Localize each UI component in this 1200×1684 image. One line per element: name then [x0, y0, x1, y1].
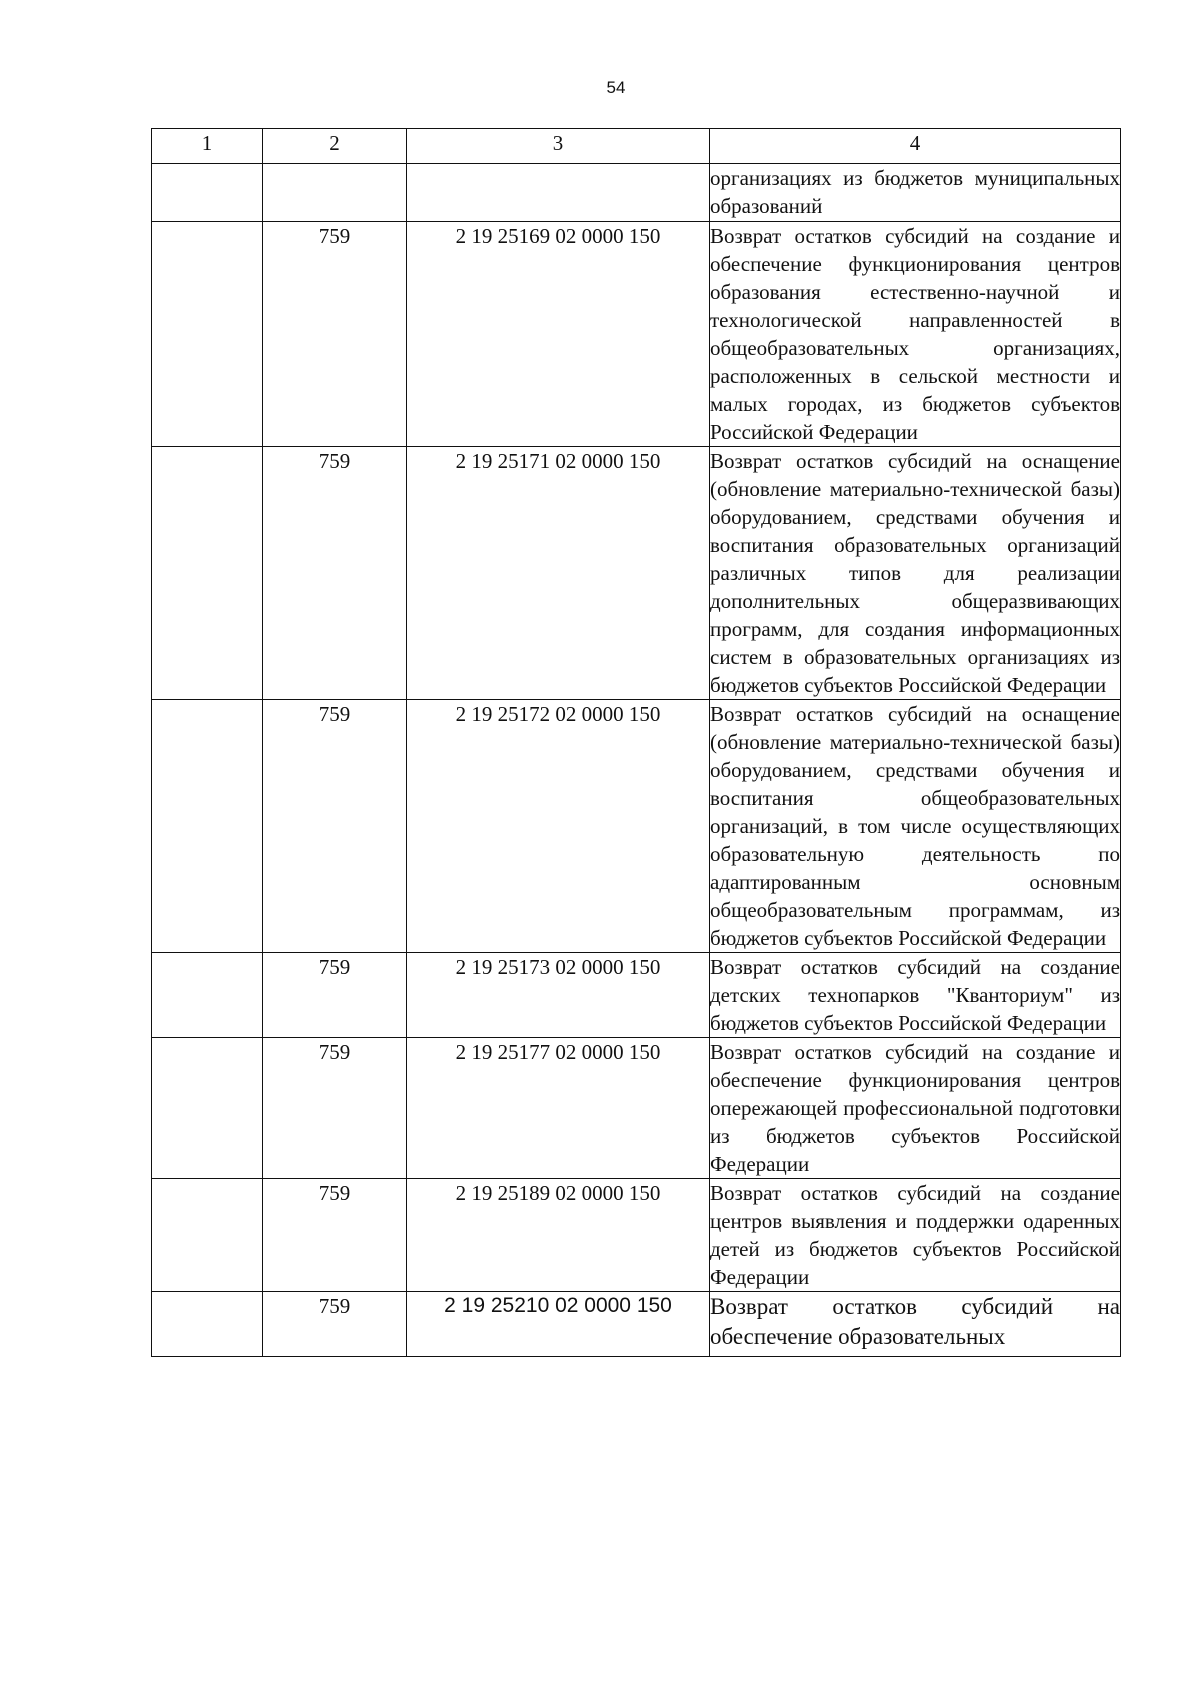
row-number-cell — [152, 164, 263, 222]
row-number-cell — [152, 447, 263, 700]
budget-code-cell: 2 19 25169 02 0000 150 — [407, 222, 710, 447]
admin-code-cell: 759 — [263, 700, 407, 953]
admin-code-cell: 759 — [263, 1038, 407, 1179]
admin-code-cell: 759 — [263, 953, 407, 1038]
table-row — [152, 1292, 1121, 1357]
table-row — [152, 447, 1121, 700]
column-header: 4 — [710, 129, 1121, 164]
budget-code-cell: 2 19 25189 02 0000 150 — [407, 1179, 710, 1292]
row-number-cell — [152, 1292, 263, 1357]
admin-code-cell — [263, 164, 407, 222]
row-number-cell — [152, 1038, 263, 1179]
page-number: 54 — [606, 78, 626, 97]
admin-code-cell: 759 — [263, 447, 407, 700]
column-header: 2 — [263, 129, 407, 164]
description-text: Возврат остатков субсидий на оснащение (обновление материально-технической базы) оборудованием, средствами обучения и воспитания общеобразовательных организаций, в том числе осуществляющих образовательную деятельность по адаптированным основным общеобразовательным программам, из бюджетов субъектов Российской Федерации — [710, 702, 1120, 950]
description-text: Возврат остатков субсидий на создание центров выявления и поддержки одаренных детей из бюджетов субъектов Российской Федерации — [710, 1181, 1120, 1289]
admin-code-cell: 759 — [263, 1179, 407, 1292]
description-text: Возврат остатков субсидий на обеспечение образовательных — [710, 1294, 1120, 1349]
budget-code-cell: 2 19 25173 02 0000 150 — [407, 953, 710, 1038]
row-number-cell — [152, 222, 263, 447]
description-cell — [710, 1038, 1121, 1179]
description-cell — [710, 164, 1121, 222]
description-cell — [710, 222, 1121, 447]
table-header-row — [152, 129, 1121, 164]
column-header: 3 — [407, 129, 710, 164]
table-row — [152, 222, 1121, 447]
budget-code-cell: 2 19 25171 02 0000 150 — [407, 447, 710, 700]
table-row — [152, 700, 1121, 953]
description-text: Возврат остатков субсидий на создание детских технопарков "Кванториум" из бюджетов субъектов Российской Федерации — [710, 955, 1120, 1035]
description-text: Возврат остатков субсидий на оснащение (обновление материально-технической базы) оборудованием, средствами обучения и воспитания образовательных организаций различных типов для реализации дополнительных общеразвивающих программ, для создания информационных систем в образовательных организациях из бюджетов субъектов Российской Федерации — [710, 449, 1120, 697]
budget-code-cell: 2 19 25210 02 0000 150 — [407, 1292, 710, 1357]
description-text: Возврат остатков субсидий на создание и обеспечение функционирования центров образования естественно-научной и технологической направленностей в общеобразовательных организациях, расположенных в сельской местности и малых городах, из бюджетов субъектов Российской Федерации — [710, 224, 1120, 444]
description-text: организациях из бюджетов муниципальных образований — [710, 166, 1120, 218]
description-cell — [710, 1292, 1121, 1357]
description-cell — [710, 447, 1121, 700]
description-cell — [710, 1179, 1121, 1292]
column-header: 1 — [152, 129, 263, 164]
description-cell — [710, 700, 1121, 953]
budget-codes-table — [151, 128, 1121, 1357]
admin-code-cell: 759 — [263, 1292, 407, 1357]
row-number-cell — [152, 953, 263, 1038]
row-number-cell — [152, 1179, 263, 1292]
table-row — [152, 953, 1121, 1038]
table-row — [152, 164, 1121, 222]
admin-code-cell: 759 — [263, 222, 407, 447]
table-row — [152, 1179, 1121, 1292]
budget-code-cell: 2 19 25177 02 0000 150 — [407, 1038, 710, 1179]
budget-code-cell — [407, 164, 710, 222]
description-text: Возврат остатков субсидий на создание и обеспечение функционирования центров опережающей профессиональной подготовки из бюджетов субъектов Российской Федерации — [710, 1040, 1120, 1176]
description-cell — [710, 953, 1121, 1038]
table-row — [152, 1038, 1121, 1179]
budget-code-cell: 2 19 25172 02 0000 150 — [407, 700, 710, 953]
row-number-cell — [152, 700, 263, 953]
